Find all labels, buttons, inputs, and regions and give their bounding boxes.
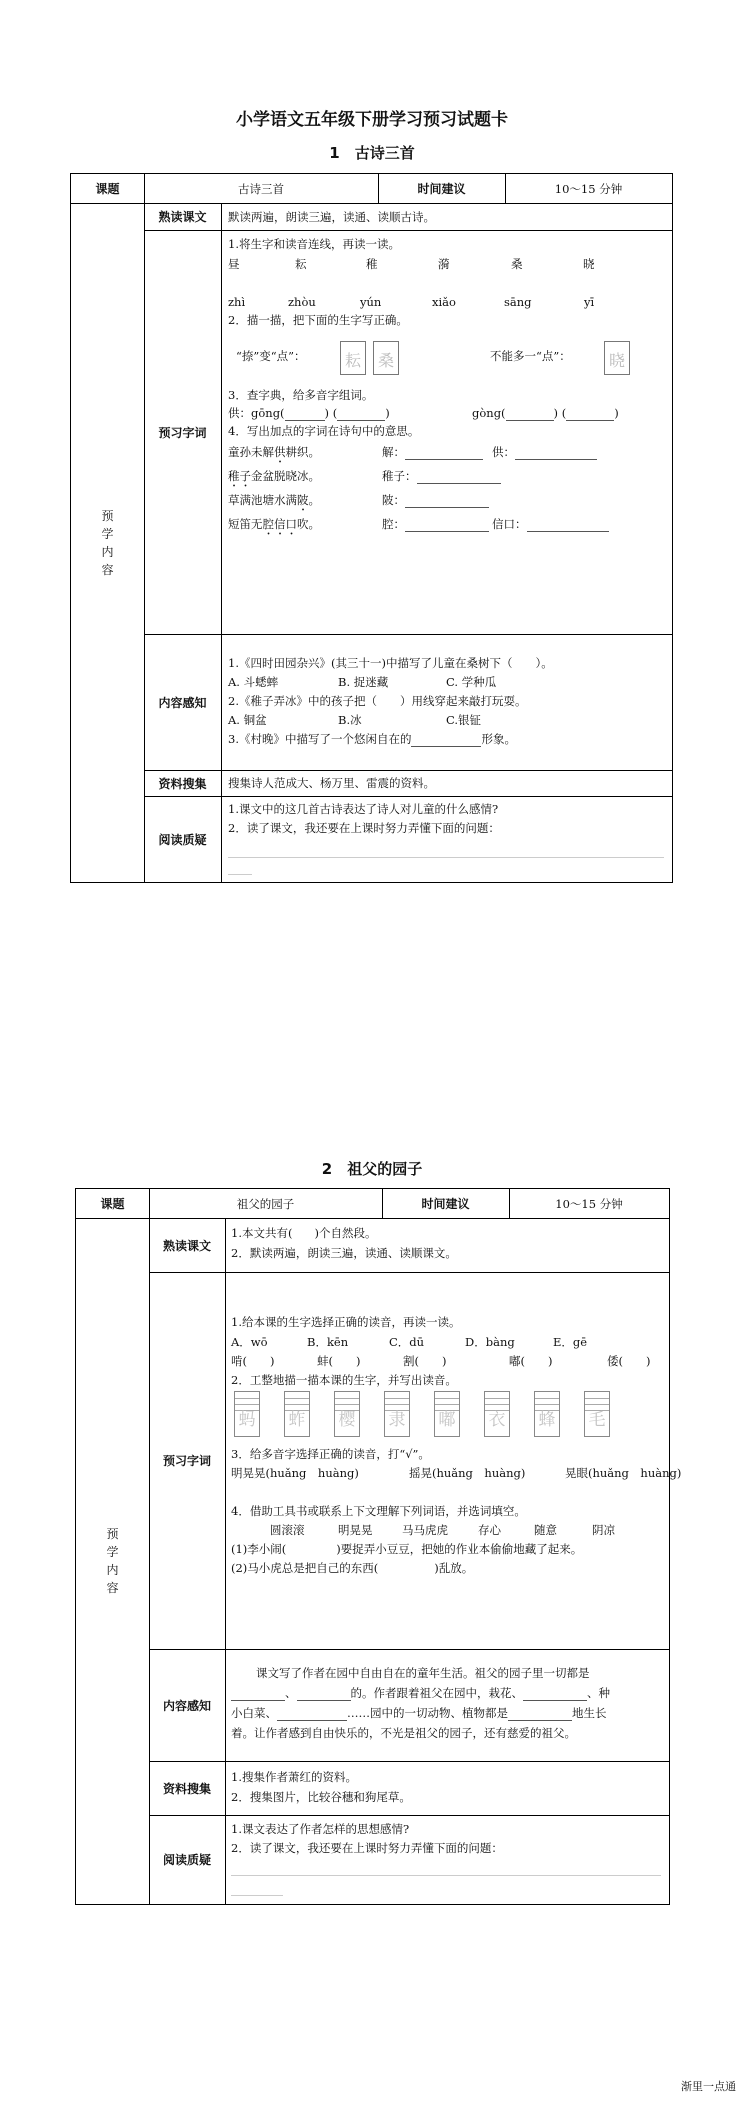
trace-grid-7[interactable]: 蜂 xyxy=(534,1391,560,1437)
w2-q3-items: 明晃晃(huǎng huàng) 摇晃(huǎng huàng) 晃眼(huǎng huàng) xyxy=(231,1466,682,1480)
key-2: 供： xyxy=(492,444,597,460)
reading-label: 阅读质疑 xyxy=(158,832,207,847)
trace-box-2[interactable]: 桑 xyxy=(373,341,399,375)
reading-q2: 2．读了课文，我还要在上课时努力弄懂下面的问题： xyxy=(231,1841,503,1855)
key-5: 腔： xyxy=(382,516,489,532)
key-4: 陂： xyxy=(382,492,489,508)
w2-q4-words: 圆滚滚 明晃晃 马马虎虎 存心 随意 阴凉 xyxy=(270,1523,615,1537)
c1-q3: 3.《村晚》中描写了一个悠闲自在的 形象。 xyxy=(228,732,516,746)
key-1: 解： xyxy=(382,444,483,460)
time-label: 时间建议 xyxy=(417,182,466,196)
c1-q2-opts: A. 铜盆 B.冰 C.银钲 xyxy=(228,713,482,727)
poem-line-1: 童孙未解供耕织。 xyxy=(228,445,320,459)
w2-q4a: (1)李小闹( )要捉弄小豆豆，把她的作业本偷偷地藏了起来。 xyxy=(231,1542,583,1556)
poem-line-4: 短笛无腔信口吹。 xyxy=(228,517,320,531)
w2-q3: 3．给多音字选择正确的读音，打“√”。 xyxy=(231,1447,430,1461)
read-line-2: 2．默读两遍，朗读三遍，读通、读顺课文。 xyxy=(231,1246,457,1260)
char-row: 昼 耘 稚 漪 桑 晓 xyxy=(228,257,595,271)
read-label: 熟读课文 xyxy=(162,1238,211,1253)
content-label: 内容感知 xyxy=(158,695,207,710)
lesson-1-title: 1 古诗三首 xyxy=(329,144,415,162)
q2b-text: 不能多一“点”： xyxy=(490,349,571,363)
w2-opts: A．wō B．kēn C．dū D．bàng E．gē xyxy=(231,1335,588,1349)
reading-q2: 2．读了课文，我还要在上课时努力弄懂下面的问题： xyxy=(228,821,500,835)
lesson-2-card xyxy=(75,1188,682,1905)
side-label: 预 学 内 容 xyxy=(106,1527,119,1595)
side-label: 预 学 内 容 xyxy=(101,508,114,577)
topic-label: 课题 xyxy=(100,1197,125,1211)
c2-line-3: 小白菜、 ……园中的一切动物、植物都是 地生长 xyxy=(231,1706,607,1720)
q4-text: 4．写出加点的字词在诗句中的意思。 xyxy=(228,424,420,438)
c2-line-1: 课文写了作者在园中自由自在的童年生活。祖父的园子里一切都是 xyxy=(256,1666,590,1680)
material-label: 资料搜集 xyxy=(158,776,207,791)
material-label: 资料搜集 xyxy=(162,1781,211,1796)
lesson-1-card xyxy=(70,173,673,883)
reading-q1: 1.课文中的这几首古诗表达了诗人对儿童的什么感情? xyxy=(228,802,499,816)
q3a-line: 供：gōng( ) ( ) xyxy=(228,406,390,420)
q1-text: 1.将生字和读音连线，再读一读。 xyxy=(228,237,400,251)
w2-q1: 1.给本课的生字选择正确的读音，再读一读。 xyxy=(231,1315,461,1329)
w2-q4b: (2)马小虎总是把自己的东西( )乱放。 xyxy=(231,1561,474,1575)
trace-grid-4[interactable]: 隶 xyxy=(384,1391,410,1437)
key-3: 稚子： xyxy=(382,468,501,484)
read-text: 默读两遍，朗读三遍，读通、读顺古诗。 xyxy=(228,210,435,224)
w2-q2: 2．工整地描一描本课的生字，并写出读音。 xyxy=(231,1373,457,1387)
material-1: 1.搜集作者萧红的资料。 xyxy=(231,1770,357,1784)
material-text: 搜集诗人范成大、杨万里、雷震的资料。 xyxy=(228,776,435,790)
trace-grid-2[interactable]: 蚱 xyxy=(284,1391,310,1437)
trace-grid-5[interactable]: 嘟 xyxy=(434,1391,460,1437)
trace-grid-8[interactable]: 毛 xyxy=(584,1391,610,1437)
time-label: 时间建议 xyxy=(421,1197,470,1211)
topic-value: 祖父的园子 xyxy=(236,1196,295,1211)
c2-line-2: 、 的。作者跟着祖父在园中，栽花、 、种 xyxy=(231,1685,610,1701)
q3b-line: gòng( ) ( ) xyxy=(472,406,619,420)
q3-text: 3．查字典，给多音字组词。 xyxy=(228,388,374,402)
words-label: 预习字词 xyxy=(162,1454,211,1468)
footer-brand: 渐里一点通 xyxy=(681,2080,736,2093)
lesson-2-title: 2 祖父的园子 xyxy=(321,1160,423,1178)
trace-grid-3[interactable]: 樱 xyxy=(334,1391,360,1437)
w2-items: 啃( ) 蚌( ) 割( ) 嘟( ) 倭( ) xyxy=(231,1354,651,1368)
c1-q1-opts: A. 斗蟋蟀 B. 捉迷藏 C. 学种瓜 xyxy=(228,675,497,689)
trace-grid-6[interactable]: 衣 xyxy=(484,1391,510,1437)
words-label: 预习字词 xyxy=(158,425,207,440)
c1-q2: 2.《稚子弄冰》中的孩子把（ ）用线穿起来敲打玩耍。 xyxy=(228,694,527,708)
key-6: 信口： xyxy=(492,516,609,532)
reading-q1: 1.课文表达了作者怎样的思想感情? xyxy=(231,1822,410,1836)
poem-line-3: 草满池塘水满陂。 xyxy=(228,493,320,507)
reading-label: 阅读质疑 xyxy=(162,1853,211,1867)
q2-text: 2．描一描，把下面的生字写正确。 xyxy=(228,313,408,327)
read-line-1: 1.本文共有( )个自然段。 xyxy=(231,1226,377,1240)
w2-q4: 4．借助工具书或联系上下文理解下列词语，并选词填空。 xyxy=(231,1504,526,1518)
time-value: 10～15 分钟 xyxy=(555,1196,623,1211)
material-2: 2．搜集图片，比较谷穗和狗尾草。 xyxy=(231,1790,411,1804)
trace-box-3[interactable]: 晓 xyxy=(604,341,630,375)
c2-line-4: 着。让作者感到自由快乐的，不光是祖父的园子，还有慈爱的祖父。 xyxy=(231,1726,576,1740)
read-label: 熟读课文 xyxy=(158,210,207,224)
q2a-text: “捺”变“点”： xyxy=(236,349,306,363)
content-label: 内容感知 xyxy=(162,1698,211,1713)
poem-line-2: 稚子金盆脱晓冰。 xyxy=(228,469,320,483)
topic-value: 古诗三首 xyxy=(238,181,284,196)
pinyin-row: zhì zhòu yún xiǎo sāng yī xyxy=(228,295,595,309)
c1-q1: 1.《四时田园杂兴》(其三十一)中描写了儿童在桑树下（ ）。 xyxy=(228,656,553,670)
time-value: 10～15 分钟 xyxy=(554,181,623,196)
page-title: 小学语文五年级下册学习预习试题卡 xyxy=(236,110,508,130)
trace-grid-1[interactable]: 蚂 xyxy=(234,1391,260,1437)
trace-box-1[interactable]: 耘 xyxy=(340,341,366,375)
topic-label: 课题 xyxy=(95,182,120,196)
